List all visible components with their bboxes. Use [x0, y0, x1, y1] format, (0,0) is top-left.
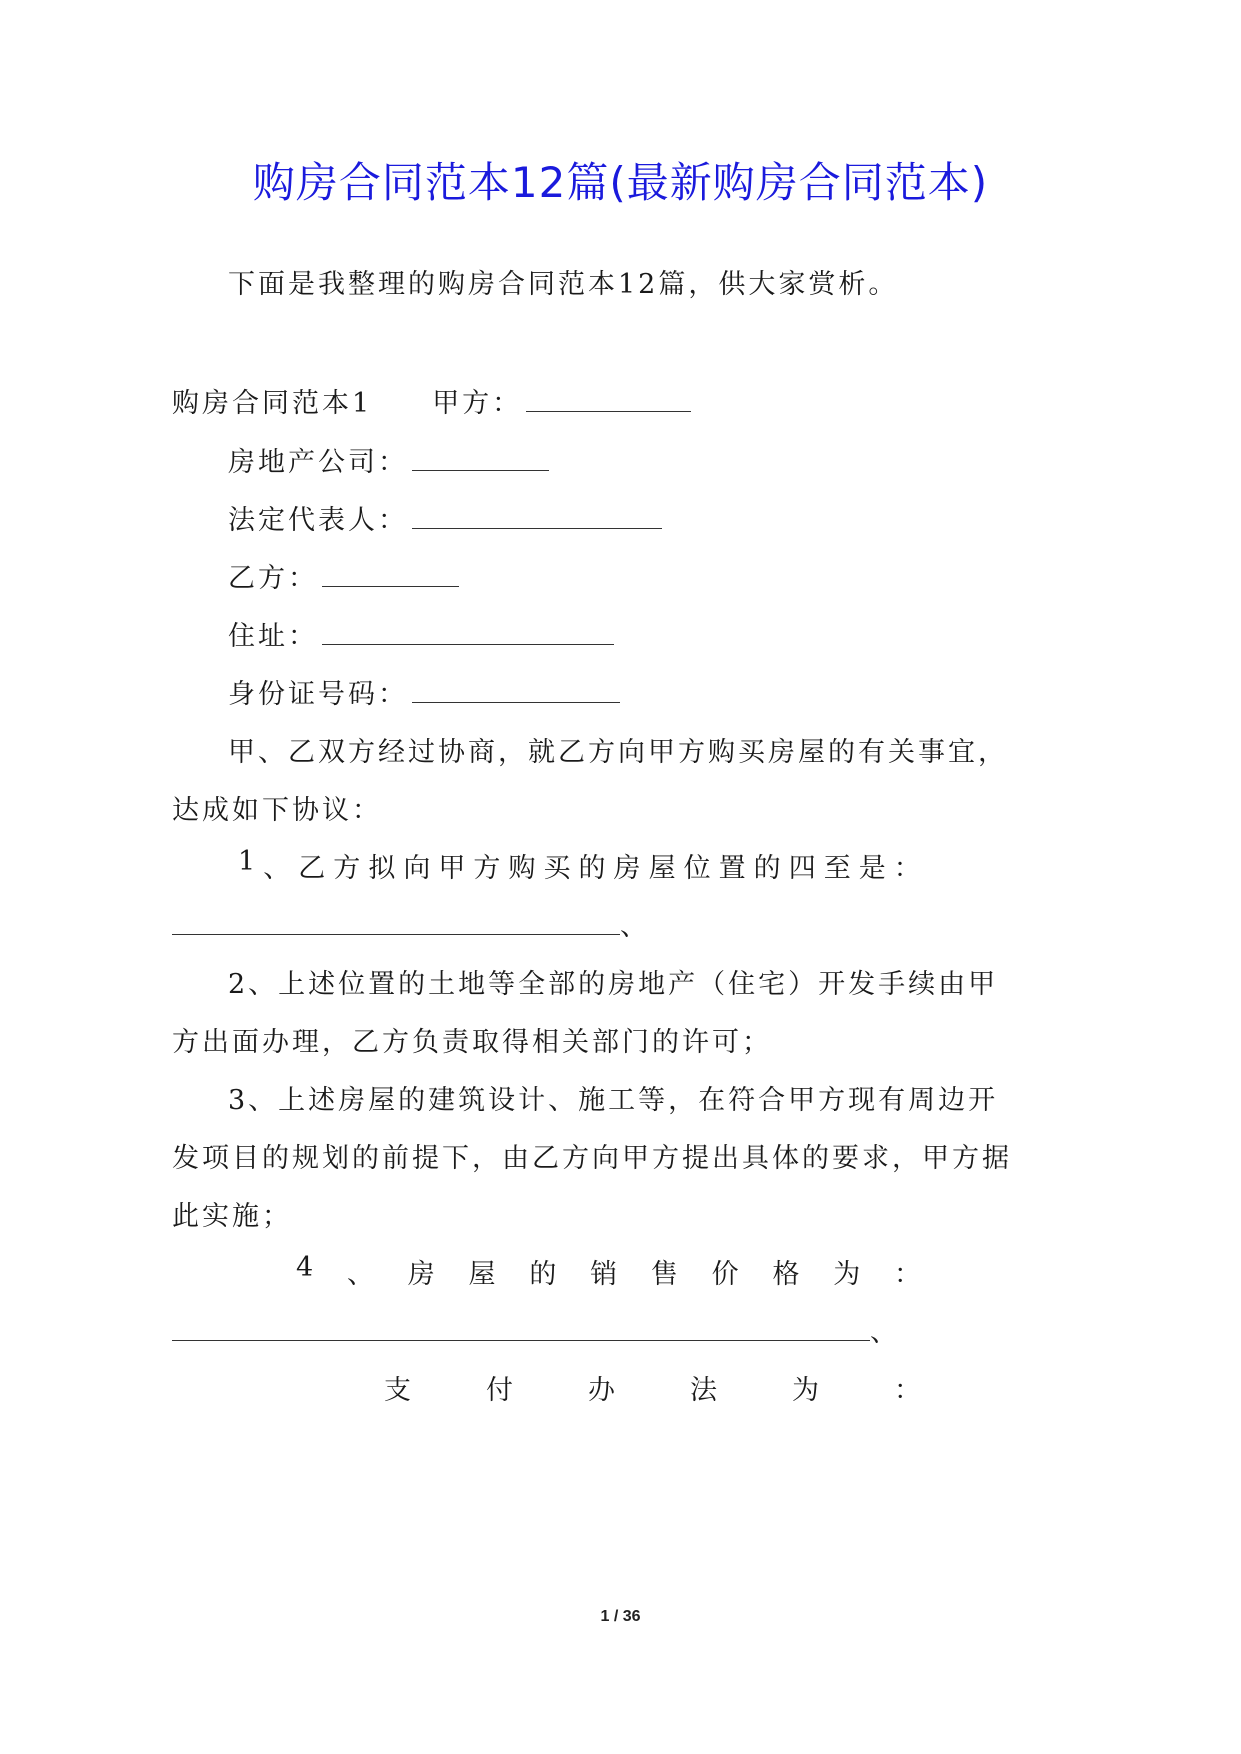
clause-4-char: ： [894, 1259, 924, 1290]
clause-4-line [296, 1252, 924, 1291]
clause-1-char: 1 [238, 846, 259, 877]
clause-1-blank-line [172, 904, 650, 943]
clause-1-char: 的 [578, 853, 609, 884]
clause-1-char: ： [893, 853, 924, 884]
clause-4-char: 价 [711, 1259, 742, 1290]
clause-4-blank-line [172, 1310, 900, 1349]
clause-1-char: 方 [473, 853, 504, 884]
clause-2-line-2: 方出面办理，乙方负责取得相关部门的许可； [172, 1027, 772, 1058]
clause-4-blank [172, 1320, 870, 1341]
payment-char: 办 [588, 1375, 618, 1406]
clause-4-char: 格 [772, 1259, 803, 1290]
clause-1-blank [172, 914, 620, 935]
clause-4-char: 、 [346, 1259, 377, 1290]
company-line [228, 440, 549, 479]
clause-4-tail: 、 [870, 1317, 900, 1348]
contract-heading-line [172, 381, 691, 420]
contract-heading: 购房合同范本1 [172, 388, 373, 419]
legal-rep-blank [412, 508, 662, 529]
clause-4-char: 售 [650, 1259, 681, 1290]
clause-1-tail: 、 [620, 911, 650, 942]
clause-1-char: 屋 [648, 853, 679, 884]
party-b-line [228, 556, 459, 595]
company-blank [412, 450, 549, 471]
clause-1-char: 置 [718, 853, 749, 884]
clause-1-char: 位 [683, 853, 714, 884]
payment-char: 为 [792, 1375, 822, 1406]
payment-line [384, 1368, 924, 1407]
clause-1-char: 四 [788, 853, 819, 884]
clause-3-line-3: 此实施； [172, 1201, 292, 1232]
clause-1-char: 是 [858, 853, 889, 884]
document-title: 购房合同范本12篇(最新购房合同范本) [252, 158, 989, 207]
clause-4-char: 的 [529, 1259, 560, 1290]
party-a-blank [526, 391, 691, 412]
party-b-label: 乙方： [228, 563, 318, 594]
clause-4-char: 屋 [468, 1259, 499, 1290]
clause-1-char: 向 [403, 853, 434, 884]
legal-rep-label: 法定代表人： [228, 505, 408, 536]
payment-char: 支 [384, 1375, 414, 1406]
clause-1-char: 甲 [438, 853, 469, 884]
clause-3-line-1: 3、上述房屋的建筑设计、施工等，在符合甲方现有周边开 [228, 1085, 999, 1116]
clause-1-char: 买 [543, 853, 574, 884]
legal-rep-line [228, 498, 662, 537]
clause-4-char: 销 [590, 1259, 621, 1290]
address-line [228, 614, 614, 653]
payment-char: 法 [690, 1375, 720, 1406]
id-number-line [228, 672, 620, 711]
address-blank [322, 624, 614, 645]
clause-1-char: 乙 [298, 853, 329, 884]
agreement-line-2: 达成如下协议： [172, 795, 382, 826]
page-number: 1 / 36 [600, 1608, 641, 1625]
company-label: 房地产公司： [228, 447, 408, 478]
id-number-blank [412, 682, 620, 703]
id-number-label: 身份证号码： [228, 679, 408, 710]
address-label: 住址： [228, 621, 318, 652]
clause-4-char: 4 [296, 1252, 317, 1283]
payment-char: 付 [486, 1375, 516, 1406]
clause-4-char: 为 [833, 1259, 864, 1290]
clause-1-char: 方 [333, 853, 364, 884]
intro-paragraph: 下面是我整理的购房合同范本12篇，供大家赏析。 [228, 269, 899, 300]
clause-4-char: 房 [407, 1259, 438, 1290]
clause-1-line [238, 846, 924, 885]
clause-1-char: 的 [753, 853, 784, 884]
clause-3-line-2: 发项目的规划的前提下，由乙方向甲方提出具体的要求，甲方据 [172, 1143, 1012, 1174]
payment-char: ： [894, 1375, 924, 1406]
party-a-label: 甲方： [432, 388, 523, 419]
clause-1-char: 购 [508, 853, 539, 884]
party-b-blank [322, 566, 459, 587]
clause-1-char: 房 [613, 853, 644, 884]
agreement-line-1: 甲、乙双方经过协商，就乙方向甲方购买房屋的有关事宜， [228, 737, 1008, 768]
clause-1-char: 拟 [368, 853, 399, 884]
clause-1-char: 、 [263, 853, 294, 884]
clause-2-line-1: 2、上述位置的土地等全部的房地产（住宅）开发手续由甲 [228, 969, 999, 1000]
clause-1-char: 至 [823, 853, 854, 884]
